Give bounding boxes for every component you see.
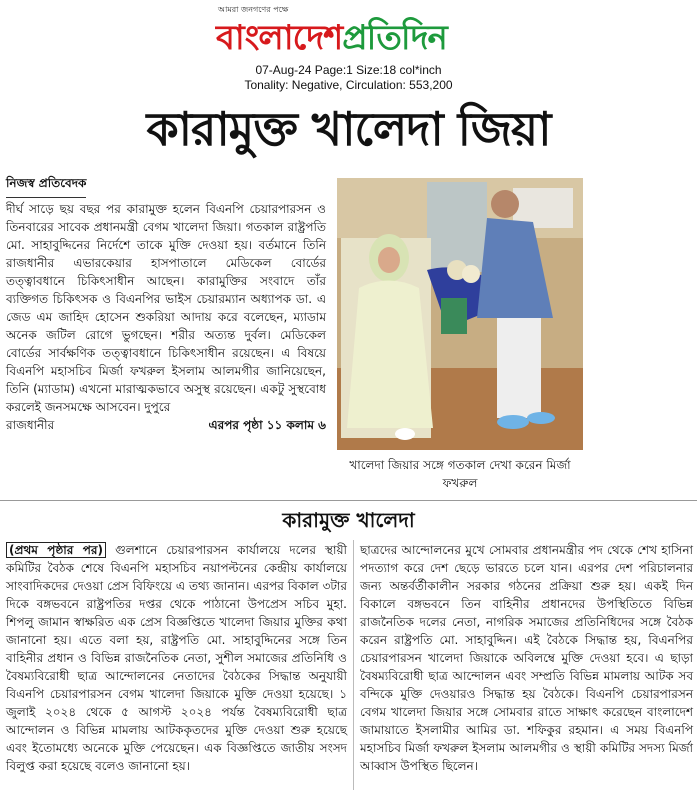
jump-headline: কারামুক্ত খালেদা (282, 508, 415, 532)
clip-meta-line1: 07-Aug-24 Page:1 Size:18 col*inch (255, 63, 442, 77)
news-photo (337, 178, 583, 450)
clip-meta-line2: Tonality: Negative, Circulation: 553,200 (244, 78, 453, 92)
masthead-tagline: আমরা জনগণের পক্ষে (218, 5, 289, 14)
section-divider (0, 500, 697, 501)
reporter-byline: নিজস্ব প্রতিবেদক (6, 175, 86, 198)
masthead-name-part2: প্রতিদিন (342, 18, 447, 58)
column-divider (353, 540, 354, 790)
article-body (6, 200, 326, 434)
masthead-logo (216, 12, 496, 58)
jump-body-right: ছাত্রদের আন্দোলনের মুখে সোমবার প্রধানমন্ত্রীর পদ থেকে শেখ হাসিনা পদত্যাগ করে দেশ ছেড়ে ভারতে চলে যান। এরপর দেশ পরিচালনার জন্য অন্তর্বর্তীকালীন সরকার গঠনের প্রক্রিয়া শুরু হয়। একই দিন বিকালে বঙ্গভবনে তিন বাহিনীর প্রধানদের উপস্থিতিতে বিভিন্ন রাজনৈতিক দলের নেতা, নাগরিক সমাজের প্রতিনিধিদের সঙ্গে বৈঠক করেন রাষ্ট্রপতি মো. সাহাবুদ্দিন। এই বৈঠকে সিদ্ধান্ত হয়, বিএনপির চেয়ারপারসন খালেদা জিয়াকে অবিলম্বে মুক্তি দেওয়া হবে। এ ছাড়া বৈষম্যবিরোধী ছাত্র আন্দোলন এবং সম্প্রতি বিভিন্ন মামলায় আটক সব বন্দিকে মুক্তি দেওয়ারও সিদ্ধান্ত হয় বৈঠকে। বিএনপি চেয়ারপারসন বেগম খালেদা জিয়ার সঙ্গে সোমবার রাতে সাক্ষাৎ করেছেন বাংলাদেশ জামায়াতে ইসলামীর আমির ডা. শফিকুর রহমান। এ সময় বিএনপি মহাসচিব মির্জা ফখরুল ইসলাম আলমগীর ও স্থায়ী কমিটির সদস্য মির্জা আব্বাস উপস্থিত ছিলেন। (360, 543, 693, 773)
article-body-last: রাজধানীর (6, 418, 55, 432)
jump-body-left-text: গুলশানে চেয়ারপারসন কার্যালয়ে দলের স্থায়ী কমিটির বৈঠক শেষে বিএনপি মহাসচিব নয়াপল্টনের কেন্দ্রীয় কার্যালয়ে সাংবাদিকদের দেওয়া প্রেস বিফিংয়ে এ তথ্য জানান। এরপর বিকাল ৩টার দিকে বঙ্গভবনে রাষ্ট্রপতির দপ্তর থেকে পাঠানো উপপ্রেস সচিব মুহা. শিপলু জামান স্বাক্ষরিত এক প্রেস বিজ্ঞপ্তিতে খালেদা জিয়ার মুক্তির কথা জানানো হয়। এতে বলা হয়, রাষ্ট্রপতি মো. সাহাবুদ্দিনের সঙ্গে তিন বাহিনীর প্রধান ও বিভিন্ন রাজনৈতিক নেতা, সুশীল সমাজের প্রতিনিধি ও বৈষম্যবিরোধী ছাত্র আন্দোলনের নেতাদের বৈঠকের সিদ্ধান্ত অনুযায়ী বিএনপি চেয়ারপারসন বেগম খালেদা জিয়াকে মুক্তি দেওয়া হয়েছে। ১ জুলাই ২০২৪ থেকে ৫ আগস্ট ২০২৪ পর্যন্ত বৈষম্যবিরোধী ছাত্র আন্দোলন ও বিভিন্ন মামলায় আটককৃতদের মুক্তি দেওয়া শুরু হয়েছে এবং ইতোমধ্যে অনেকে মুক্তি পেয়েছেন। এক বিজ্ঞপ্তিতে জাতীয় সংসদ বিলুপ্ত করা হয়েছে বলেও জানানো হয়। (6, 543, 347, 773)
photo-illustration (337, 178, 583, 450)
continuation-line (6, 416, 326, 434)
article-body-text: দীর্ঘ সাড়ে ছয় বছর পর কারামুক্ত হলেন বিএনপি চেয়ারপারসন ও তিনবারের সাবেক প্রধানমন্ত্রী বেগম খালেদা জিয়া। গতকাল রাষ্ট্রপতি মো. সাহাবুদ্দিনের নির্দেশে তাকে মুক্তি দেওয়া হয়। বর্তমানে তিনি রাজধানীর এভারকেয়ার হাসপাতালে মেডিকেল বোর্ডের তত্ত্বাবধানে চিকিৎসাধীন আছেন। কারামুক্তির সংবাদে তাঁর ব্যক্তিগত চিকিৎসক ও বিএনপির ভাইস চেয়ারম্যান অধ্যাপক ডা. এ জেড এম জাহিদ হোসেন শুকরিয়া আদায় করে বলেছেন, ম্যাডাম অনেক জটিল রোগে ভুগছেন। শরীর অত্যন্ত দুর্বল। মেডিকেল বোর্ডের সার্বক্ষণিক তত্ত্বাবধানে চিকিৎসাধীন রয়েছেন। এ বিষয়ে বিএনপি মহাসচিব মির্জা ফখরুল ইসলাম আলমগীর জানিয়েছেন, তিনি (ম্যাডাম) এখনো মারাত্মকভাবে অসুস্থ রয়েছেন। একটু সুস্থবোধ করলেই জনসমক্ষে আসবেন। দুপুরে (6, 202, 326, 414)
jump-body-left (6, 541, 347, 775)
masthead-name-part1: বাংলাদেশ (216, 18, 343, 58)
continued-on: এরপর পৃষ্ঠা ১১ কলাম ৬ (208, 418, 326, 432)
headline: কারামুক্ত খালেদা জিয়া (146, 102, 551, 156)
photo-caption: খালেদা জিয়ার সঙ্গে গতকাল দেখা করেন মির্জা ফখরুল (349, 458, 571, 490)
jump-label: (প্রথম পৃষ্ঠার পর) (6, 542, 106, 558)
